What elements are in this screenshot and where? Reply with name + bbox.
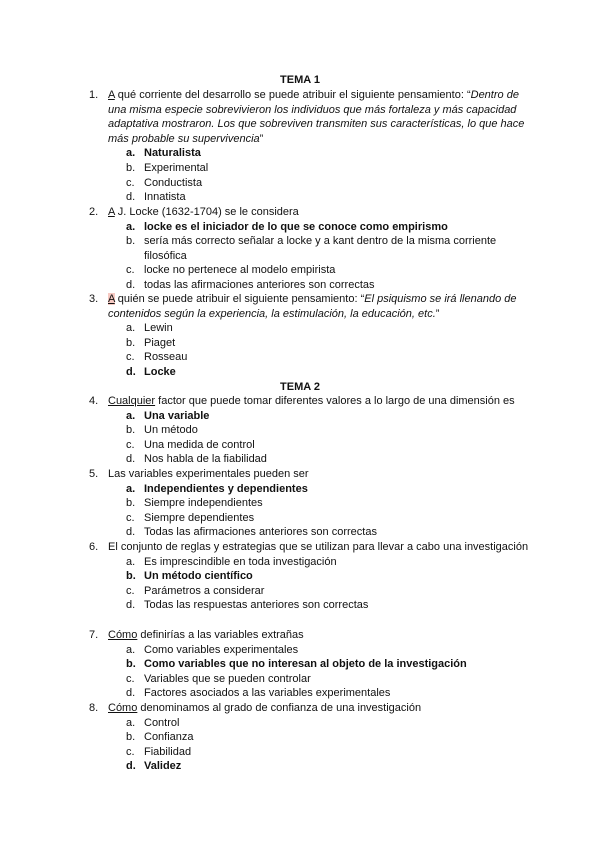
option-letter: d. <box>126 526 136 539</box>
question-number: 1. <box>89 89 99 101</box>
answer-options <box>0 643 600 701</box>
option-letter: c. <box>126 745 135 758</box>
option-text: todas las afirmaciones anteriores son correctas <box>144 278 375 291</box>
option-letter: d. <box>126 760 136 773</box>
question-8 <box>0 701 600 716</box>
question-number: 6. <box>89 541 99 553</box>
question-5 <box>0 467 600 482</box>
question-lead: A <box>108 206 115 218</box>
answer-option <box>0 716 600 731</box>
option-text: Rosseau <box>144 351 188 364</box>
section-title-tema-2: TEMA 2 <box>280 381 320 393</box>
answer-option <box>0 350 600 365</box>
question-lead: A <box>108 89 115 101</box>
question-quote-close: ” <box>259 132 264 145</box>
answer-options <box>0 409 600 467</box>
question-number: 2. <box>89 206 99 218</box>
option-text: Variables que se pueden controlar <box>144 672 311 685</box>
option-text: Una medida de control <box>144 438 255 451</box>
question-text: J. Locke (1632-1704) se le considera <box>114 206 299 218</box>
question-text: qué corriente del desarrollo se puede atribuir el siguiente pensamiento: “ <box>114 89 471 101</box>
option-text: Una variable <box>144 409 210 422</box>
question-quote: El psiquismo se irá llenando de contenidos según la experiencia, la estimulación, la educación, etc. <box>108 293 517 320</box>
question-lead: A <box>108 293 115 305</box>
option-letter: a. <box>126 716 136 729</box>
option-letter: d. <box>126 453 136 466</box>
option-letter: c. <box>126 438 135 451</box>
question-quote: Dentro de una misma especie sobrevivieron los individuos que más fortaleza y más capacidad adaptativa mostraron. Los que sobreviven transmiten sus características, lo que hace más probable su supervivencia <box>108 89 525 145</box>
answer-option <box>0 263 600 278</box>
answer-option <box>0 584 600 599</box>
question-block <box>0 394 600 467</box>
option-letter: d. <box>126 278 136 291</box>
option-text: Todas las respuestas anteriores son correctas <box>144 599 369 612</box>
option-text: Un método científico <box>144 570 253 583</box>
option-text: Control <box>144 716 180 729</box>
option-text: Un método <box>144 424 198 437</box>
answer-option <box>0 643 600 658</box>
question-block <box>0 205 600 293</box>
answer-option <box>0 161 600 176</box>
option-letter: b. <box>126 424 136 437</box>
question-7 <box>0 628 600 643</box>
answer-option <box>0 190 600 205</box>
option-text: Experimental <box>144 161 209 174</box>
option-letter: a. <box>126 147 136 160</box>
question-number: 7. <box>89 629 99 641</box>
question-4 <box>0 394 600 409</box>
option-letter: c. <box>126 176 135 189</box>
question-block <box>0 540 600 613</box>
answer-option <box>0 234 600 263</box>
option-letter: a. <box>126 322 136 335</box>
option-letter: b. <box>126 336 136 349</box>
question-number: 5. <box>89 468 99 480</box>
answer-option <box>0 569 600 584</box>
answer-options <box>0 716 600 774</box>
option-text: Independientes y dependientes <box>144 482 308 495</box>
option-letter: a. <box>126 409 136 422</box>
question-lead: Cualquier <box>108 395 156 407</box>
answer-option <box>0 759 600 774</box>
option-text: Factores asociados a las variables experimentales <box>144 687 391 700</box>
question-text: quién se puede atribuir el siguiente pensamiento: “ <box>114 293 365 305</box>
answer-options <box>0 555 600 613</box>
question-block <box>0 701 600 774</box>
option-text: Lewin <box>144 322 173 335</box>
option-text: Innatista <box>144 191 186 204</box>
option-text: Naturalista <box>144 147 201 160</box>
question-number: 4. <box>89 395 99 407</box>
question-6 <box>0 540 600 555</box>
question-lead: Cómo <box>108 702 138 714</box>
option-letter: b. <box>126 235 136 248</box>
option-text: Todas las afirmaciones anteriores son correctas <box>144 526 377 539</box>
option-letter: d. <box>126 687 136 700</box>
question-2 <box>0 205 600 220</box>
option-text: sería más correcto señalar a locke y a kant dentro de la misma corriente filosófica <box>144 235 497 262</box>
question-block <box>0 628 600 701</box>
option-text: Es imprescindible en toda investigación <box>144 555 337 568</box>
question-number: 8. <box>89 702 99 714</box>
answer-option <box>0 686 600 701</box>
answer-option <box>0 452 600 467</box>
option-text: Piaget <box>144 336 176 349</box>
question-1 <box>0 88 600 146</box>
option-text: Como variables que no interesan al objeto de la investigación <box>144 658 467 671</box>
answer-option <box>0 336 600 351</box>
option-text: Parámetros a considerar <box>144 584 265 597</box>
answer-options <box>0 220 600 293</box>
option-letter: d. <box>126 599 136 612</box>
answer-options <box>0 321 600 379</box>
answer-option <box>0 423 600 438</box>
answer-option <box>0 409 600 424</box>
answer-option <box>0 321 600 336</box>
option-letter: c. <box>126 264 135 277</box>
answer-option <box>0 672 600 687</box>
answer-option <box>0 146 600 161</box>
option-letter: c. <box>126 351 135 364</box>
question-block <box>0 467 600 540</box>
question-lead: Cómo <box>108 629 138 641</box>
answer-option <box>0 598 600 613</box>
option-text: Validez <box>144 760 182 773</box>
option-letter: b. <box>126 731 136 744</box>
question-text: definirías a las variables extrañas <box>137 629 304 641</box>
question-text: Las variables experimentales pueden ser <box>108 468 309 480</box>
option-text: Fiabilidad <box>144 745 192 758</box>
option-text: Confianza <box>144 731 194 744</box>
option-text: locke es el iniciador de lo que se conoce como empirismo <box>144 220 448 233</box>
option-letter: a. <box>126 555 136 568</box>
section-title-tema-1: TEMA 1 <box>280 74 320 86</box>
option-letter: a. <box>126 643 136 656</box>
question-block <box>0 292 600 380</box>
answer-option <box>0 511 600 526</box>
option-letter: c. <box>126 672 135 685</box>
answer-option <box>0 745 600 760</box>
question-quote-close: ” <box>435 307 440 320</box>
question-text: denominamos al grado de confianza de una investigación <box>137 702 422 714</box>
option-letter: b. <box>126 658 136 671</box>
option-letter: b. <box>126 570 136 583</box>
question-number: 3. <box>89 293 99 305</box>
option-letter: d. <box>126 365 136 378</box>
option-text: Locke <box>144 365 176 378</box>
answer-option <box>0 482 600 497</box>
question-3 <box>0 292 600 321</box>
option-text: locke no pertenece al modelo empirista <box>144 264 336 277</box>
option-letter: d. <box>126 191 136 204</box>
answer-option <box>0 438 600 453</box>
option-letter: b. <box>126 161 136 174</box>
option-letter: c. <box>126 511 135 524</box>
answer-options <box>0 482 600 540</box>
option-letter: a. <box>126 220 136 233</box>
question-text: El conjunto de reglas y estrategias que se utilizan para llevar a cabo una investigación <box>108 541 529 553</box>
answer-option <box>0 278 600 293</box>
question-block <box>0 88 600 205</box>
option-letter: b. <box>126 497 136 510</box>
answer-option <box>0 657 600 672</box>
option-text: Nos habla de la fiabilidad <box>144 453 267 466</box>
answer-options <box>0 146 600 204</box>
option-text: Siempre independientes <box>144 497 263 510</box>
answer-option <box>0 365 600 380</box>
answer-option <box>0 525 600 540</box>
option-letter: c. <box>126 584 135 597</box>
question-text: factor que puede tomar diferentes valores a lo largo de una dimensión es <box>155 395 515 407</box>
answer-option <box>0 730 600 745</box>
answer-option <box>0 496 600 511</box>
answer-option <box>0 176 600 191</box>
option-text: Siempre dependientes <box>144 511 255 524</box>
answer-option <box>0 555 600 570</box>
option-letter: a. <box>126 482 136 495</box>
option-text: Como variables experimentales <box>144 643 299 656</box>
option-text: Conductista <box>144 176 203 189</box>
answer-option <box>0 220 600 235</box>
